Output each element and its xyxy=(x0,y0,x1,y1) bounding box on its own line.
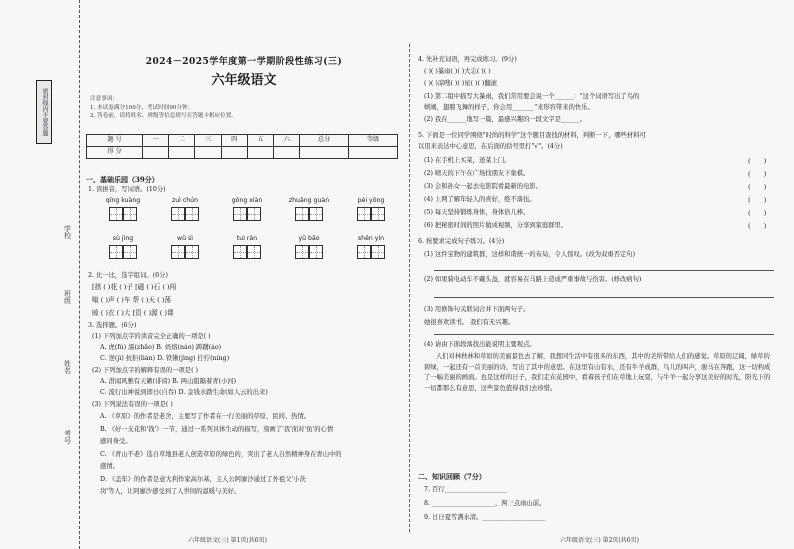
footer-right: 六年级语文(三) 第2页(共6页) xyxy=(560,537,639,544)
choice-item: (4) 上网了解年轻人的喜好，绝不落伍。 xyxy=(424,196,536,203)
question-5-cont: 以用来表达中心意思，在后面的括号里打"√"。(4分) xyxy=(418,143,563,150)
answer-box[interactable] xyxy=(123,207,137,221)
answer-box[interactable] xyxy=(171,207,185,221)
answer-box[interactable] xyxy=(109,245,123,259)
sentence-task: (4) 请由下面段落找出能说明主要观点。 xyxy=(424,341,536,348)
sentence-task: 她很喜欢读书。 我们有无兴趣。 xyxy=(424,319,515,326)
question-3-3: (3) 下列说法有误的一项是( ) xyxy=(92,401,173,408)
score-cell: 五 xyxy=(247,135,273,147)
answer-box[interactable] xyxy=(171,245,185,259)
answer-box[interactable] xyxy=(295,245,309,259)
exam-notes xyxy=(90,96,390,122)
option-line: 感同身受。 xyxy=(100,438,132,445)
score-cell: 四 xyxy=(221,135,247,147)
answer-line[interactable] xyxy=(434,297,774,298)
binding-label-name: 姓名 xyxy=(63,360,72,374)
question-3: 3. 选择题。(6分) xyxy=(88,322,137,329)
recall-item: 8. ____________________，两三点雨山前。 xyxy=(424,500,546,507)
option-line: B. 《好一支花和'钱'》一节，通过一系列具体生动的描写，刻画了'我'面对'鱼'的心情 xyxy=(100,426,334,433)
binding-margin xyxy=(0,0,80,549)
exam-title: 2024－2025学年度第一学期阶段性练习(三) xyxy=(145,57,343,67)
pinyin-item: zhuǎng guàn xyxy=(288,197,330,204)
recall-item: 7. 百行____________________ xyxy=(424,486,508,493)
binding-label-number: 考号 xyxy=(63,430,72,444)
score-cell: 等级 xyxy=(349,135,398,147)
score-blank[interactable] xyxy=(247,147,273,159)
question-6: 6. 按要求完成句子练习。(4分) xyxy=(418,238,505,245)
choice-item: (2) 晴天的下午在广场找朋友下象棋。 xyxy=(424,170,530,177)
question-4a-cont: 嬉闹，翅膀飞舞的样子，你会用_______"来形容带来的快乐。 xyxy=(424,104,594,111)
seal-box: 密封线内不要答题 xyxy=(36,80,52,144)
answer-box[interactable] xyxy=(185,207,199,221)
score-table-row xyxy=(87,147,398,159)
pinyin-item: qīng kuàng xyxy=(105,197,141,204)
recall-item: 9. 日日夏雪满水清。____________________ xyxy=(424,514,546,521)
answer-box[interactable] xyxy=(371,207,385,221)
score-cell: 二 xyxy=(169,135,195,147)
pinyin-row-2 xyxy=(92,235,402,243)
sentence-task: (1) 这件宝物的建筑群，这样和谐统一的布局，令人惊叹。(改为双重否定句) xyxy=(424,251,636,258)
choice-item: (6) 把秘密时间的照片做成视频，分享到家庭群里。 xyxy=(424,222,568,229)
option-line: 岗'等人，让阿廖沙感受到了人世间的温暖与美好。 xyxy=(100,488,241,495)
option-line: C. 逆(jì) 抗拒(lián) D. 铁锹(jìng) 拧拧(níng) xyxy=(100,355,230,362)
question-3-1: (1) 下列加点字的读音完全正确的一项是( ) xyxy=(92,333,211,340)
compare-line: 晾 ( )衣 ( )大 [资 ( )源 ( )课 xyxy=(92,309,174,317)
note-2: 2. 答卷前，请将姓名、班级等信息填写在答题卡相应位置。 xyxy=(90,113,237,120)
answer-box[interactable] xyxy=(247,207,261,221)
answer-box[interactable] xyxy=(357,245,371,259)
idiom-row: ( )( )暴雨( )( )大志( )( ) xyxy=(424,68,491,75)
column-divider xyxy=(409,44,410,532)
binding-label-school: 学校 xyxy=(63,225,72,239)
pinyin-item: zuì chún xyxy=(171,197,199,204)
answer-box[interactable] xyxy=(371,245,385,259)
check-paren[interactable]: ( ) xyxy=(748,209,767,217)
question-3-2: (2) 下列加点字的解释有误的一项是( ) xyxy=(92,367,198,374)
option-line: A. 虎(fú) 濡(zhǎo) B. 妈熔(náo) 踌躇(áo) xyxy=(100,344,222,351)
check-paren[interactable]: ( ) xyxy=(748,183,767,191)
notes-lead: 注意事项： xyxy=(90,96,118,102)
answer-box[interactable] xyxy=(233,245,247,259)
answer-line[interactable] xyxy=(434,334,774,335)
reading-passage: 人们对林秋林和草原的美丽景色去了解，我想同生活中有很多的东西，其中的美所带给人们的感觉。草原的辽阔，绿草的碧绿，一起还有一首美丽的诗，写出了其中的意思。在这里有山有水，还有牛羊成群，鸟儿的叫声，骏马在奔跑，这一切构成了一幅美丽的画面。也是这样的日子，我们走在花园中，看着孩子们在草地上玩耍，与牛羊一起分享这美好的时光，阳光下的一切都那么有意思，这些景色值得我们去珍惜。 xyxy=(424,353,771,393)
answer-line[interactable] xyxy=(434,270,774,271)
exam-subject: 六年级语文 xyxy=(211,73,277,89)
question-2: 2. 比一比，选字组词。(6分) xyxy=(88,272,168,279)
score-cell: 总分 xyxy=(300,135,349,147)
pinyin-item: gōng xiàn xyxy=(231,197,263,204)
note-1: 1. 本试卷满分100分，考试时间90分钟。 xyxy=(90,104,194,111)
check-paren[interactable]: ( ) xyxy=(748,157,767,165)
option-line: A. 《草原》的作者是老舍，主要写了作者在一行美丽的草原、民间、热情。 xyxy=(100,413,311,420)
score-table xyxy=(86,134,398,159)
check-paren[interactable]: ( ) xyxy=(748,222,767,230)
compare-line: 嗡 ( )声 ( )车 帮 ( )天 ( )荡 xyxy=(92,296,172,304)
choice-item: (3) 会和孙女一起去电影院看最新的电影。 xyxy=(424,183,542,190)
score-cell: 三 xyxy=(195,135,221,147)
compare-line: [拱 ( )花 ( )子 [磁 ( )石 ( )闯 xyxy=(92,283,177,291)
score-table-header xyxy=(87,135,398,147)
answer-box[interactable] xyxy=(295,207,309,221)
score-blank[interactable] xyxy=(349,147,398,159)
question-4: 4. 先补充词语，再完成练习。(9分) xyxy=(418,56,517,63)
pinyin-item: wǔ sì xyxy=(177,235,193,242)
question-1: 1. 读拼音，写词语。(10分) xyxy=(88,186,166,193)
choice-item: (5) 每天坚持锻炼身体，身体倍儿棒。 xyxy=(424,209,530,216)
score-blank[interactable] xyxy=(274,147,300,159)
pinyin-item: yǔ bāo xyxy=(298,235,320,242)
score-blank[interactable] xyxy=(169,147,195,159)
pinyin-item: tuì rán xyxy=(236,235,258,242)
answer-box[interactable] xyxy=(309,207,323,221)
pinyin-item: pèi yōng xyxy=(357,197,385,204)
score-row-label: 得 分 xyxy=(87,147,143,159)
question-5: 5. 下面是一位同学围绕"时尚的科学"这个题目查找的材料，判断一下，哪些材料可 xyxy=(418,132,646,139)
sentence-task: (3) 用修饰句关联词合并下面两句子。 xyxy=(424,306,530,313)
exam-header xyxy=(84,56,404,90)
score-blank[interactable] xyxy=(195,147,221,159)
choice-item: (1) 在手机上买菜，送菜上门。 xyxy=(424,157,511,164)
pinyin-row-1 xyxy=(92,197,402,205)
option-line: A. 潜闻风雅有天籁(诽谤) B. 两山阻隔着青(小河) xyxy=(100,378,237,385)
option-line: D. 《盖年》的作者是意大利作家高尔基，主人公阿廖沙通过了外祖父'小茨 xyxy=(100,476,306,483)
idiom-row: ( )( )凉嗖( )( )星( )( )翻滚 xyxy=(424,80,497,87)
check-paren[interactable]: ( ) xyxy=(748,170,767,178)
check-paren[interactable]: ( ) xyxy=(748,196,767,204)
answer-box[interactable] xyxy=(123,245,137,259)
section-knowledge: 二、知识回顾（7分） xyxy=(418,472,486,481)
option-line: 感情。 xyxy=(100,463,119,470)
score-blank[interactable] xyxy=(142,147,168,159)
section-basics: 一、基础乐园（39分） xyxy=(86,175,159,184)
score-cell: 一 xyxy=(142,135,168,147)
answer-box-row-2 xyxy=(92,245,402,259)
footer-left: 六年级语文(三) 第1页(共6页) xyxy=(188,537,267,544)
pinyin-item: shēn yín xyxy=(357,235,385,242)
question-4a: (1) 第二组中描写大暴雨，我们常用要会说一个______："这个词语写出了鸟的 xyxy=(424,93,640,100)
answer-box[interactable] xyxy=(109,207,123,221)
score-cell: 六 xyxy=(274,135,300,147)
answer-box-row-1 xyxy=(92,207,402,221)
score-cell: 题 号 xyxy=(87,135,143,147)
binding-label-class: 班级 xyxy=(63,290,72,304)
question-4b: (2) 我在______地写一篇，最感兴趣的一段文字是______。 xyxy=(424,116,587,123)
answer-box[interactable] xyxy=(357,207,371,221)
option-line: C. 《青山不老》选自草地县老人创造草原的绿色的，突出了老人自然精神身在青山中的 xyxy=(100,451,342,458)
answer-box[interactable] xyxy=(233,207,247,221)
score-blank[interactable] xyxy=(221,147,247,159)
answer-box[interactable] xyxy=(185,245,199,259)
score-blank[interactable] xyxy=(300,147,349,159)
answer-box[interactable] xyxy=(247,245,261,259)
sentence-task: (2) 如果骑电动车不戴头盔，就容易在马路上造成严重事故与伤害。(修改病句) xyxy=(424,276,642,283)
pinyin-item: sù jìng xyxy=(112,235,134,242)
option-line: C. 流行出神说到即日(自吞) D. 金钱水踏生命(如人云的出来) xyxy=(100,389,268,396)
answer-box[interactable] xyxy=(309,245,323,259)
